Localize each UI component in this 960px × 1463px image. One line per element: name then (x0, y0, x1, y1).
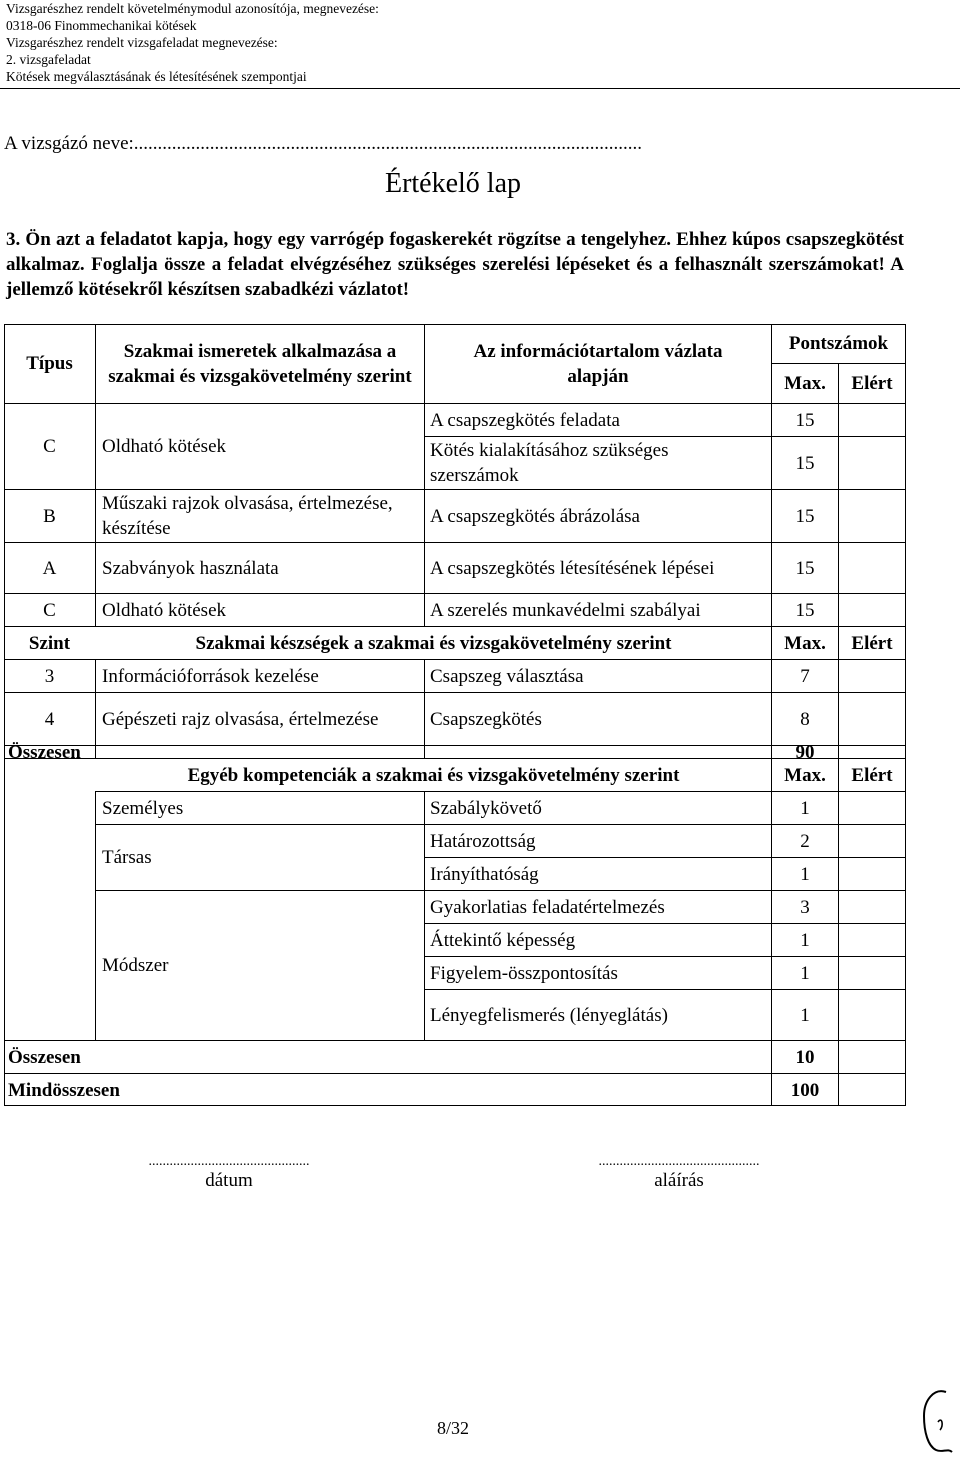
examinee-name-line: A vizsgázó neve:........................................................................................................... (4, 133, 643, 154)
handwritten-signature-icon (918, 1386, 956, 1456)
row-type-c: C (43, 599, 56, 621)
other-content: Áttekintő képesség (430, 929, 576, 951)
header-line: Vizsgarészhez rendelt követelménymodul azonosítója, megnevezése: (6, 1, 379, 16)
col-header-max: Max. (784, 373, 826, 394)
grand-total-value: 100 (790, 1079, 820, 1101)
group-szemelyes: Személyes (102, 797, 184, 819)
row-content: A csapszegkötés ábrázolása (430, 505, 640, 527)
signature-block (534, 1154, 824, 1192)
other-header-elert: Elért (851, 764, 893, 786)
other-header-label: Egyéb kompetenciák a szakmai és vizsgakövetelmény szerint (187, 764, 680, 786)
skills-header-max: Max. (784, 632, 826, 654)
skill-level: 3 (44, 665, 55, 687)
other-max: 1 (800, 863, 810, 885)
row-content: A szerelés munkavédelmi szabályai (430, 599, 701, 621)
other-max: 1 (800, 1004, 810, 1026)
row-skill: Szabványok használata (102, 557, 279, 579)
other-max: 1 (800, 797, 810, 819)
header-line: Kötések megválasztásának és létesítésének szempontjai (6, 69, 307, 84)
header-line: Vizsgarészhez rendelt vizsgafeladat megnevezése: (6, 35, 278, 50)
col-header-elert: Elért (851, 373, 893, 394)
group-modszer: Módszer (102, 955, 169, 976)
row-type-a: A (42, 557, 57, 579)
skill-level: 4 (44, 708, 55, 730)
row-max: 15 (795, 599, 815, 621)
skill-name: Gépészeti rajz olvasása, értelmezése (102, 708, 379, 730)
row-type-c: C (43, 436, 56, 457)
row-max: 15 (795, 557, 815, 579)
date-block (84, 1154, 374, 1192)
other-content: Irányíthatóság (430, 863, 539, 885)
page-title: Értékelő lap (384, 168, 522, 199)
row-skill: Oldható kötések (102, 436, 227, 457)
skills-header-label: Szakmai készségek a szakmai és vizsgakövetelmény szerint (195, 632, 672, 654)
col-header-pontszamok: Pontszámok (788, 333, 889, 354)
other-content: Határozottság (430, 830, 536, 852)
row-max: 15 (795, 505, 815, 527)
skill-name: Információforrások kezelése (102, 665, 319, 687)
skill-content: Csapszegkötés (430, 708, 542, 730)
skills-header-elert: Elért (851, 632, 893, 654)
grand-total-label: Mindösszesen (8, 1079, 120, 1101)
row-skill: Oldható kötések (102, 599, 227, 621)
header-line: 2. vizsgafeladat (6, 52, 91, 67)
row-max: 15 (795, 409, 815, 431)
row-max: 15 (795, 452, 815, 474)
date-label: dátum (205, 1170, 253, 1191)
evaluation-table (4, 324, 906, 1106)
other-content: Figyelem-összpontosítás (430, 962, 618, 984)
col-header-szakmai-ismeretek: Szakmai ismeretek alkalmazása a szakmai és vizsgakövetelmény szerint (108, 340, 412, 387)
skill-max: 8 (800, 708, 810, 730)
group-tarsas: Társas (102, 847, 152, 868)
other-max: 1 (800, 962, 810, 984)
task-description: 3. Ön azt a feladatot kapja, hogy egy varrógép fogaskerekét rögzítse a tengelyhez. Ehhez kúpos csapszegkötést alkalmaz. Foglalja össze a feladat elvégzéséhez szükséges szerelési lépéseket és a felhasznált szerszámokat! A jellemző kötésekről készítsen szabadkézi vázlatot! (6, 229, 904, 300)
total-label: Összesen (8, 1046, 81, 1068)
row-type-b: B (43, 505, 56, 527)
row-content: A csapszegkötés létesítésének lépései (430, 557, 715, 579)
col-header-info: Az információtartalom vázlata alapján (473, 340, 723, 387)
other-header-max: Max. (784, 764, 826, 786)
other-max: 1 (800, 929, 810, 951)
header-divider (0, 88, 960, 89)
skills-header-szint: Szint (28, 632, 71, 654)
row-skill: Műszaki rajzok olvasása, értelmezése, készítése (102, 493, 393, 539)
total-value: 10 (795, 1046, 815, 1068)
document-header (6, 0, 379, 85)
date-dots: .............................................. (148, 1154, 310, 1169)
col-header-tipus: Típus (26, 353, 73, 374)
other-max: 2 (800, 830, 810, 852)
total-value: 90 (795, 741, 815, 763)
signature-dots: .............................................. (598, 1154, 760, 1169)
other-content: Gyakorlatias feladatértelmezés (430, 896, 665, 918)
other-max: 3 (800, 896, 810, 918)
other-content: Lényegfelismerés (lényeglátás) (430, 1004, 668, 1026)
signature-label: aláírás (654, 1170, 704, 1191)
page-number: 8/32 (436, 1418, 469, 1438)
skill-content: Csapszeg választása (430, 665, 584, 687)
row-content: Kötés kialakításához szükséges szerszámok (430, 440, 669, 486)
total-label: Összesen (8, 741, 81, 763)
row-content: A csapszegkötés feladata (430, 409, 620, 431)
header-line: 0318-06 Finommechanikai kötések (6, 18, 197, 33)
other-content: Szabálykövető (430, 797, 542, 819)
skill-max: 7 (800, 665, 810, 687)
